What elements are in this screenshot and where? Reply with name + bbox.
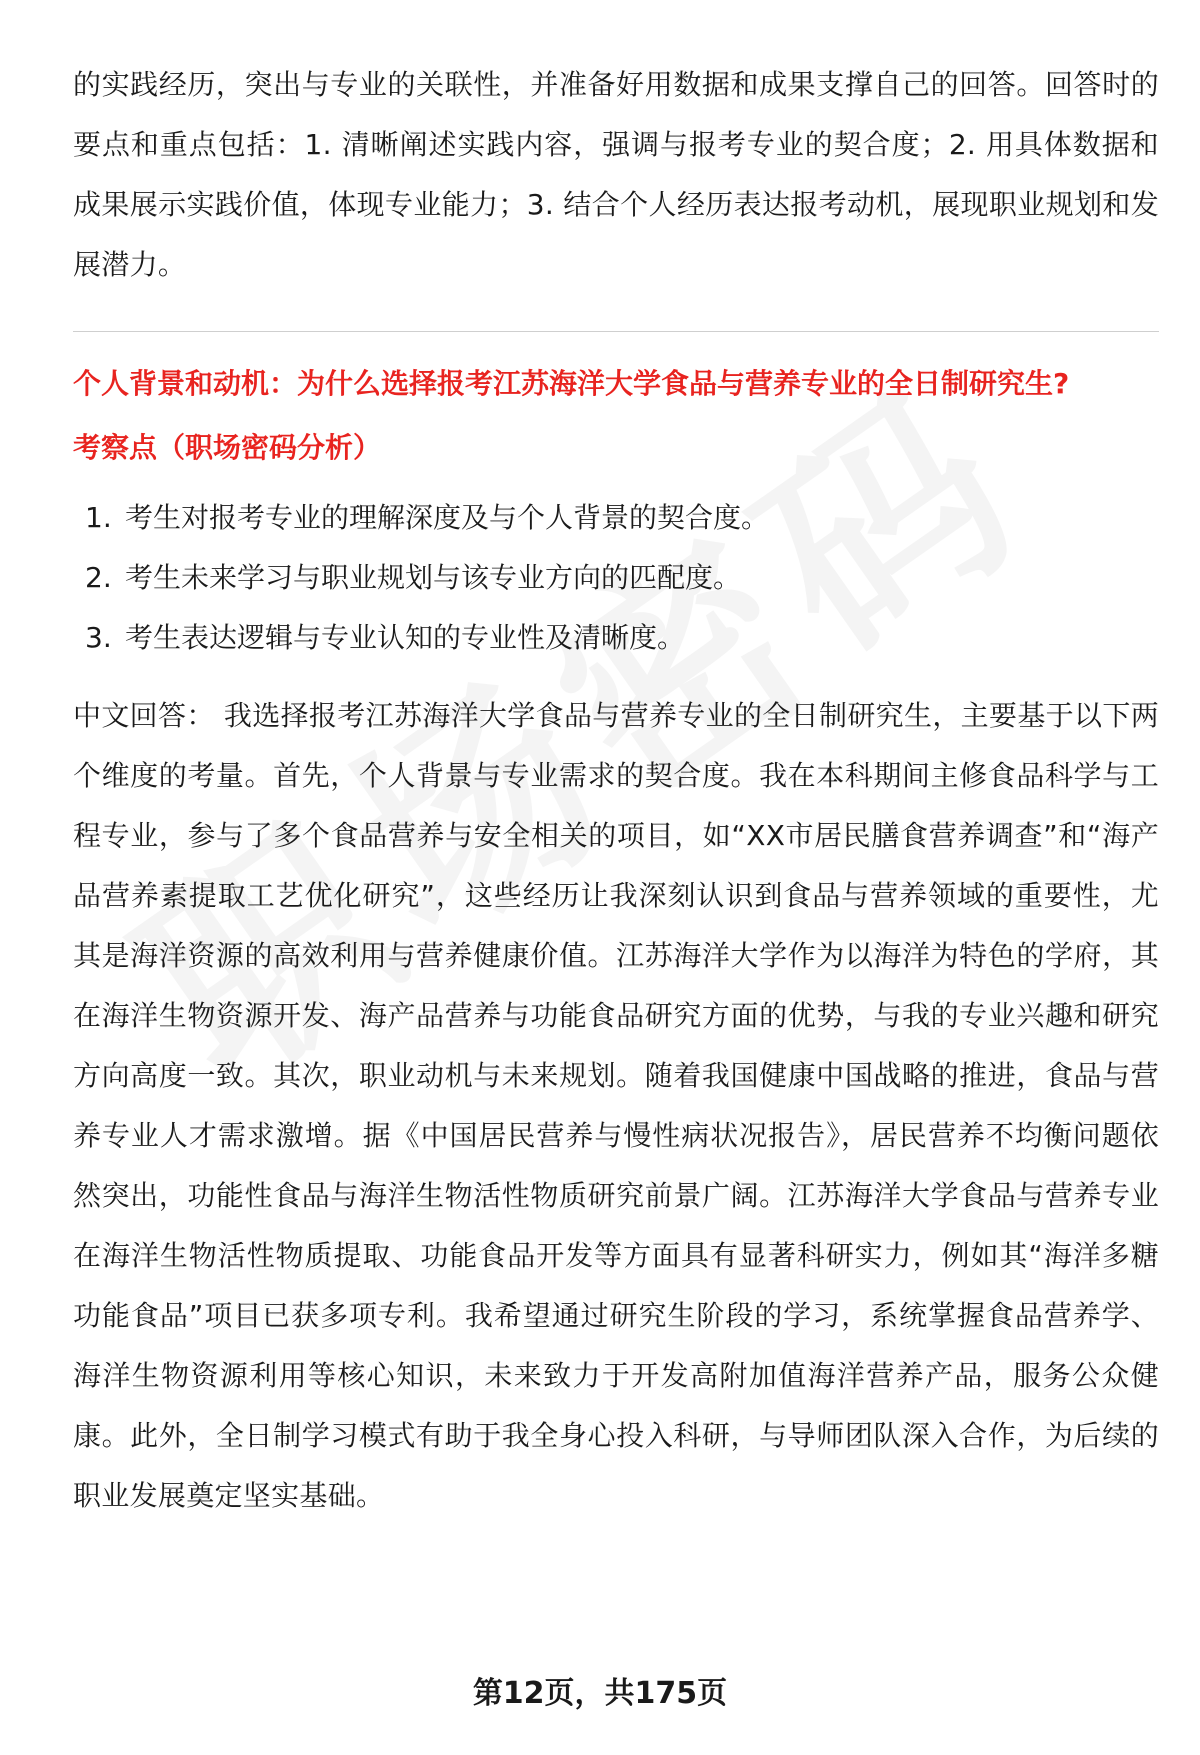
list-item-text: 考生表达逻辑与专业认知的专业性及清晰度。 — [125, 621, 686, 654]
answer-paragraph: 中文回答： 我选择报考江苏海洋大学食品与营养专业的全日制研究生，主要基于以下两个维度的考量。首先，个人背景与专业需求的契合度。我在本科期间主修食品科学与工程专业，参与了多个食品营养与安全相关的项目，如“XX市居民膳食营养调查”和“海产品营养素提取工艺优化研究”，这些经历让我深刻认识到食品与营养领域的重要性，尤其是海洋资源的高效利用与营养健康价值。江苏海洋大学作为以海洋为特色的学府，其在海洋生物资源开发、海产品营养与功能食品研究方面的优势，与我的专业兴趣和研究方向高度一致。其次，职业动机与未来规划。随着我国健康中国战略的推进，食品与营养专业人才需求激增。据《中国居民营养与慢性病状况报告》，居民营养不均衡问题依然突出，功能性食品与海洋生物活性物质研究前景广阔。江苏海洋大学食品与营养专业在海洋生物活性物质提取、功能食品开发等方面具有显著科研实力，例如其“海洋多糖功能食品”项目已获多项专利。我希望通过研究生阶段的学习，系统掌握食品营养学、海洋生物资源利用等核心知识，未来致力于开发高附加值海洋营养产品，服务公众健康。此外，全日制学习模式有助于我全身心投入科研，与导师团队深入合作，为后续的职业发展奠定坚实基础。 — [73, 699, 1159, 1512]
intro-paragraph: 的实践经历，突出与专业的关联性，并准备好用数据和成果支撑自己的回答。回答时的要点和重点包括：1. 清晰阐述实践内容，强调与报考专业的契合度；2. 用具体数据和成果展示实践价值，体现专业能力；3. 结合个人经历表达报考动机，展现职业规划和发展潜力。 — [73, 68, 1159, 281]
list-item-number: 1. — [85, 501, 112, 534]
document-body — [73, 55, 1159, 1526]
question-heading: 个人背景和动机：为什么选择报考江苏海洋大学食品与营养专业的全日制研究生? — [73, 367, 1070, 400]
question-section — [73, 354, 1159, 1526]
assessment-points-list — [73, 488, 1159, 668]
list-item — [73, 488, 1159, 548]
list-item-number: 3. — [85, 621, 112, 654]
section-divider — [73, 331, 1159, 332]
page-number: 第12页，共175页 — [472, 1676, 728, 1711]
assessment-subheading: 考察点（职场密码分析） — [73, 431, 382, 464]
list-item-text: 考生未来学习与职业规划与该专业方向的匹配度。 — [125, 561, 742, 594]
list-item-text: 考生对报考专业的理解深度及与个人背景的契合度。 — [125, 501, 770, 534]
list-item — [73, 608, 1159, 668]
list-item — [73, 548, 1159, 608]
list-item-number: 2. — [85, 561, 112, 594]
